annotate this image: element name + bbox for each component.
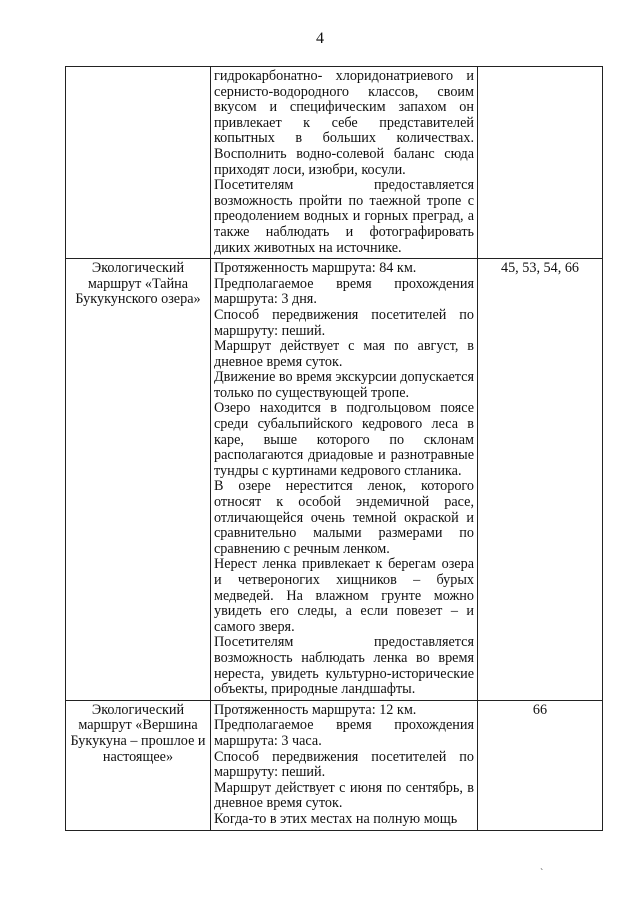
description-paragraph: Посетителям предоставляется возможность пройти по таежной тропе с преодолением водных и горных преград, а также наблюдать и фотографировать диких животных на источнике.: [214, 177, 474, 256]
route-name-cell: Экологический маршрут «Тайна Букукунского озера»: [66, 259, 211, 701]
footer-mark: `: [540, 868, 544, 879]
route-pages-cell: [478, 67, 603, 259]
description-paragraph: Когда-то в этих местах на полную мощь: [214, 810, 458, 827]
description-paragraph: Маршрут действует с мая по август, в дневное время суток.: [214, 338, 474, 370]
route-pages-cell: 66: [478, 700, 603, 830]
description-paragraph: Предполагаемое время прохождения маршрута: 3 дня.: [214, 275, 474, 308]
description-paragraph: Маршрут действует с июня по сентябрь, в дневное время суток.: [214, 779, 474, 812]
description-paragraph: В озере нерестится ленок, которого относят к особой эндемичной расе, отличающейся очень темной окраской и сравнительно малыми размерами по сравнению с речным ленком.: [214, 478, 474, 557]
route-name-cell: Экологический маршрут «Вершина Букукуна – прошлое и настоящее»: [66, 700, 211, 830]
description-paragraph: Озеро находится в подгольцовом поясе среди субальпийского кедрового леса в каре, выше которого по склонам располагаются дриадовые и разнотравные тундры с куртинами кедрового стланика.: [214, 400, 474, 479]
table-row: [66, 67, 603, 259]
routes-table-body: [66, 67, 603, 831]
description-paragraph: Предполагаемое время прохождения маршрута: 3 часа.: [214, 717, 474, 749]
routes-table: [65, 66, 603, 831]
route-name-cell: [66, 67, 211, 259]
description-paragraph: Способ передвижения посетителей по маршруту: пеший.: [214, 748, 474, 781]
description-paragraph: Нерест ленка привлекает к берегам озера и четвероногих хищников – бурых медведей. На влажном грунте можно увидеть его следы, а если повезет – и самого зверя.: [214, 556, 474, 635]
route-pages-cell: 45, 53, 54, 66: [478, 259, 603, 701]
route-description-cell: [211, 67, 478, 259]
table-row: [66, 259, 603, 701]
description-paragraph: Движение во время экскурсии допускается только по существующей тропе.: [214, 369, 474, 401]
table-row: [66, 700, 603, 830]
route-description-cell: [211, 700, 478, 830]
description-paragraph: Посетителям предоставляется возможность наблюдать ленка во время нереста, увидеть культурно-исторические объекты, природные ландшафты.: [214, 634, 474, 698]
description-paragraph: Протяженность маршрута: 12 км.: [214, 701, 417, 718]
page-number: 4: [316, 30, 324, 47]
description-paragraph: Протяженность маршрута: 84 км.: [214, 260, 417, 277]
description-paragraph: гидрокарбонатно- хлоридонатриевого и сернисто-водородного классов, своим вкусом и специфическим запахом он привлекает к себе представителей копытных в больших количествах. Восполнить водно-солевой баланс сюда приходят лоси, изюбри, косули.: [214, 68, 474, 178]
description-paragraph: Способ передвижения посетителей по маршруту: пеший.: [214, 306, 474, 339]
route-description-cell: [211, 259, 478, 701]
